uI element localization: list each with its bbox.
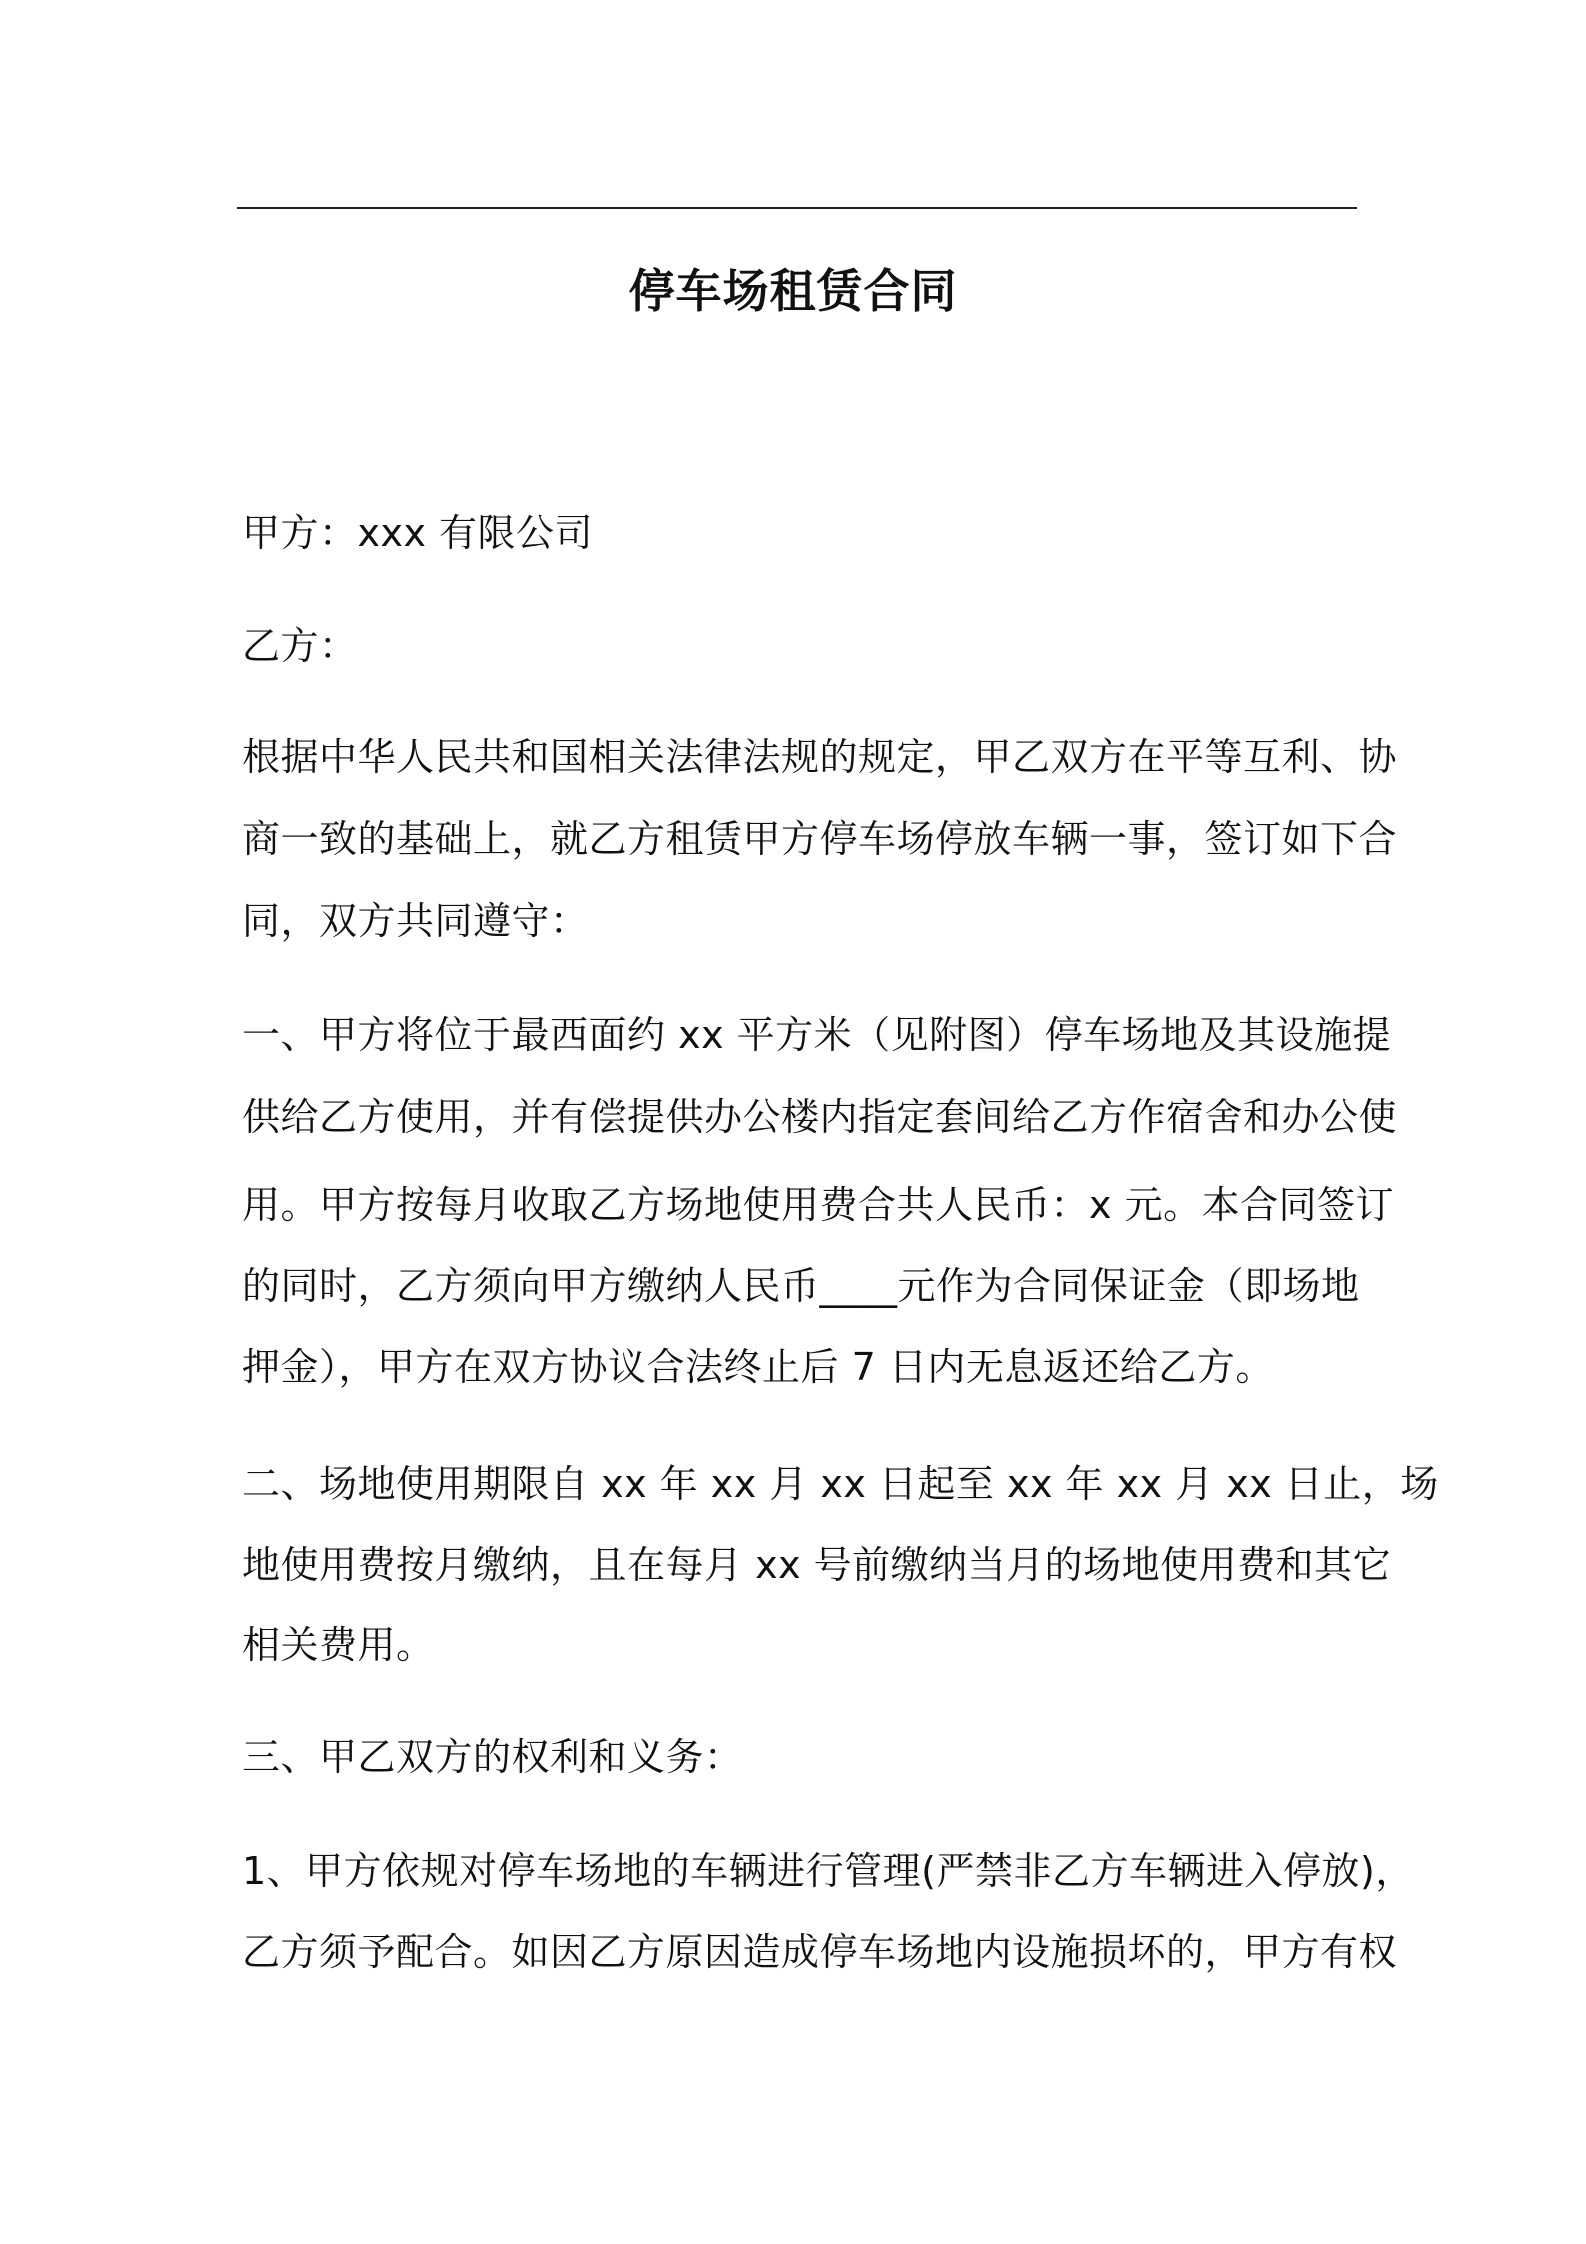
clause-two-line: 二、场地使用期限自 xx 年 xx 月 xx 日起至 xx 年 xx 月 xx 日止，场 xyxy=(242,1462,1439,1506)
clause-three-heading: 三、甲乙双方的权利和义务： xyxy=(242,1735,743,1779)
clause-one-line: 一、甲方将位于最西面约 xx 平方米（见附图）停车场地及其设施提 xyxy=(242,1013,1392,1057)
sub-clause-line: 1、甲方依规对停车场地的车辆进行管理(严禁非乙方车辆进入停放)， xyxy=(242,1849,1414,1893)
party-b-line: 乙方： xyxy=(242,624,358,668)
clause-two-line: 地使用费按月缴纳，且在每月 xx 号前缴纳当月的场地使用费和其它 xyxy=(242,1543,1392,1587)
document-title: 停车场租赁合同 xyxy=(628,264,958,318)
header-rule xyxy=(237,207,1357,209)
preamble-line: 商一致的基础上，就乙方租赁甲方停车场停放车辆一事，签订如下合 xyxy=(242,817,1398,861)
clause-one-line: 用。甲方按每月收取乙方场地使用费合共人民币：x 元。本合同签订 xyxy=(242,1183,1395,1227)
preamble-line: 根据中华人民共和国相关法律法规的规定，甲乙双方在平等互利、协 xyxy=(242,735,1398,779)
preamble-line: 同，双方共同遵守： xyxy=(242,899,589,943)
clause-one-line: 的同时，乙方须向甲方缴纳人民币____元作为合同保证金（即场地 xyxy=(242,1264,1360,1308)
clause-two-line: 相关费用。 xyxy=(242,1623,435,1667)
clause-one-line: 供给乙方使用，并有偿提供办公楼内指定套间给乙方作宿舍和办公使 xyxy=(242,1095,1398,1139)
sub-clause-line: 乙方须予配合。如因乙方原因造成停车场地内设施损坏的，甲方有权 xyxy=(242,1930,1398,1974)
clause-one-line: 押金），甲方在双方协议合法终止后 7 日内无息返还给乙方。 xyxy=(242,1345,1274,1389)
party-a-line: 甲方：xxx 有限公司 xyxy=(242,511,594,555)
